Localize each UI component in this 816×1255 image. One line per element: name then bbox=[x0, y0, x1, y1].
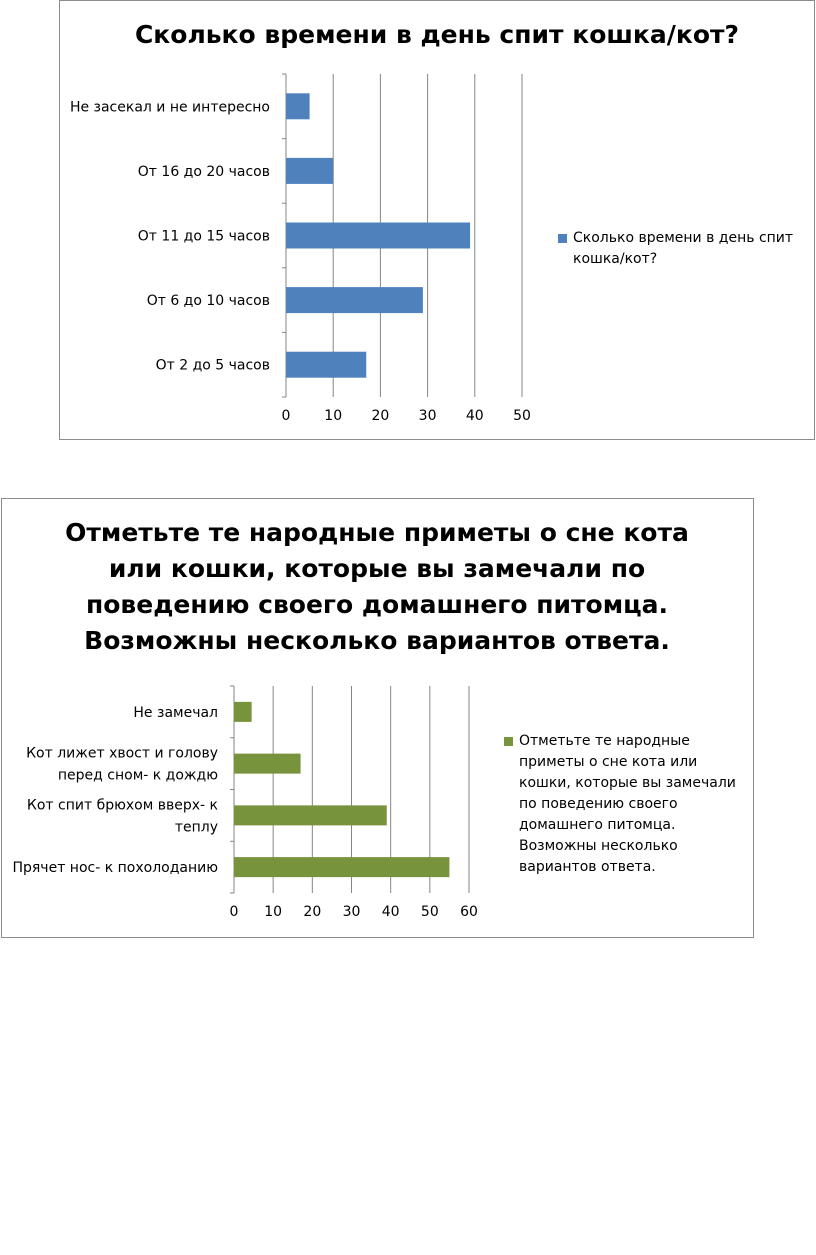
bar bbox=[286, 223, 470, 249]
legend-swatch bbox=[504, 737, 513, 746]
chart-title-line: или кошки, которые вы замечали по bbox=[108, 554, 646, 583]
chart-title: Сколько времени в день спит кошка/кот? bbox=[134, 20, 740, 49]
x-tick-label: 10 bbox=[264, 904, 283, 920]
legend-label-line: Возможны несколько bbox=[519, 838, 678, 854]
category-label: От 16 до 20 часов bbox=[137, 163, 270, 180]
category-label: теплу bbox=[174, 819, 218, 836]
x-tick-label: 40 bbox=[381, 904, 400, 920]
category-label: От 11 до 15 часов bbox=[137, 228, 270, 245]
category-label: Не засекал и не интересно bbox=[69, 99, 270, 116]
legend-label: Сколько времени в день спит кошка/кот? bbox=[573, 230, 794, 267]
x-tick-label: 20 bbox=[303, 904, 322, 920]
chart-title-line: Возможны несколько вариантов ответа. bbox=[84, 626, 670, 655]
bar bbox=[234, 805, 387, 825]
legend bbox=[558, 228, 808, 270]
bar bbox=[286, 352, 366, 378]
x-tick-label: 0 bbox=[281, 408, 291, 424]
bar bbox=[234, 857, 449, 877]
x-tick-label: 40 bbox=[465, 408, 484, 424]
legend-label-line: приметы о сне кота или bbox=[519, 754, 698, 770]
category-label: Кот лижет хвост и голову bbox=[26, 745, 218, 762]
legend-label-line: Отметьте те народные bbox=[519, 733, 690, 749]
plot-area bbox=[60, 1, 816, 441]
chart-sleep-duration bbox=[59, 0, 815, 440]
bar bbox=[234, 754, 301, 774]
category-label: От 2 до 5 часов bbox=[155, 357, 270, 374]
x-tick-label: 50 bbox=[420, 904, 439, 920]
bar bbox=[286, 287, 423, 313]
x-tick-label: 0 bbox=[229, 904, 239, 920]
category-label: Не замечал bbox=[133, 704, 218, 721]
chart-folk-signs bbox=[1, 498, 754, 938]
x-tick-label: 10 bbox=[324, 408, 343, 424]
chart-title-line: Отметьте те народные приметы о сне кота bbox=[65, 518, 689, 547]
legend-label-line: кошки, которые вы замечали bbox=[519, 775, 736, 791]
legend-label-line: домашнего питомца. bbox=[519, 817, 676, 833]
legend-label-line: вариантов ответа. bbox=[519, 859, 656, 875]
chart-title-line: поведению своего домашнего питомца. bbox=[85, 590, 669, 619]
x-tick-label: 30 bbox=[418, 408, 437, 424]
category-label: Кот спит брюхом вверх- к bbox=[26, 797, 218, 814]
category-label: От 6 до 10 часов bbox=[146, 293, 270, 310]
legend bbox=[504, 731, 744, 878]
x-tick-label: 50 bbox=[513, 408, 531, 424]
x-tick-label: 30 bbox=[342, 904, 361, 920]
bar bbox=[234, 702, 252, 722]
legend-label-line: по поведению своего bbox=[519, 796, 678, 812]
x-tick-label: 60 bbox=[460, 904, 478, 920]
category-label: перед сном- к дождю bbox=[57, 767, 218, 784]
legend-label bbox=[519, 731, 736, 878]
category-label: Прячет нос- к похолоданию bbox=[12, 860, 218, 877]
bar bbox=[286, 93, 310, 119]
legend-swatch bbox=[558, 234, 567, 243]
bar bbox=[286, 158, 333, 184]
x-tick-label: 20 bbox=[371, 408, 390, 424]
